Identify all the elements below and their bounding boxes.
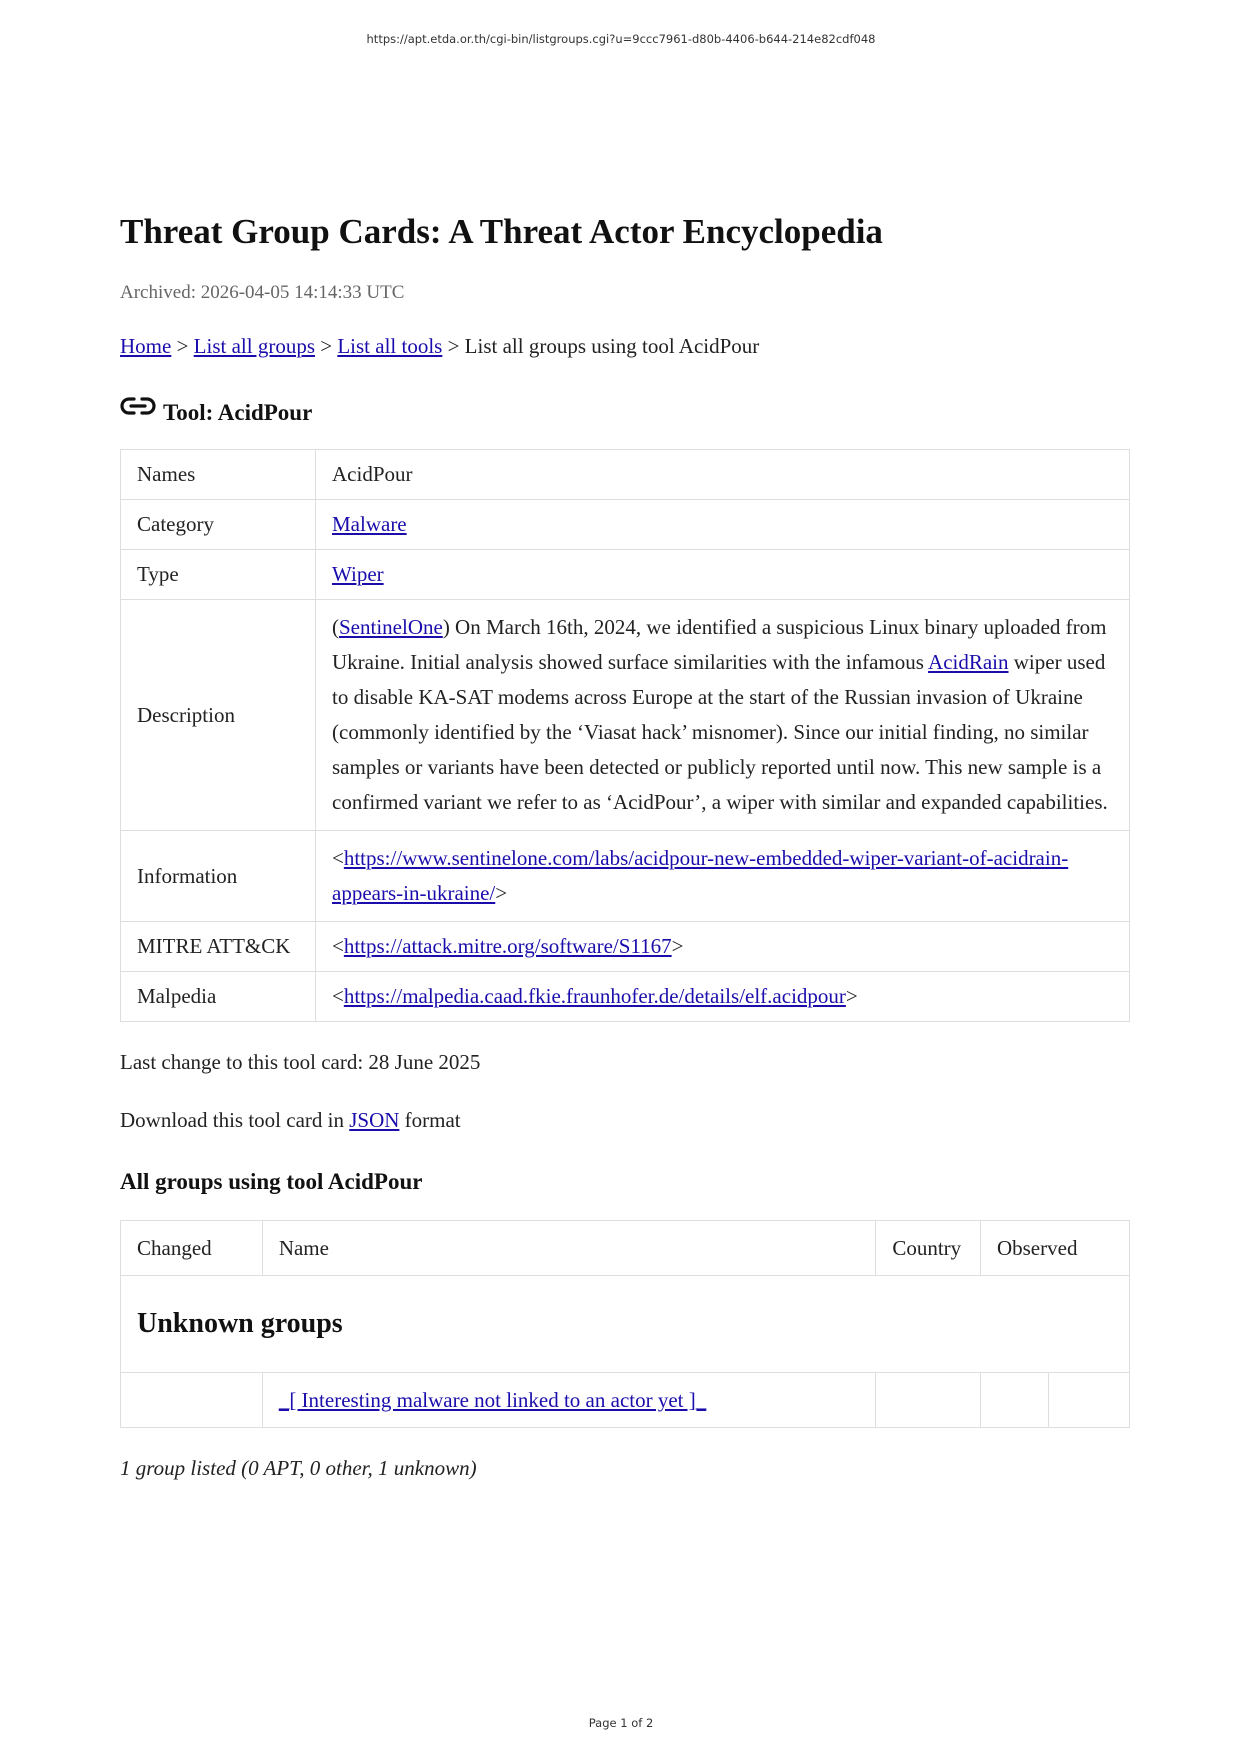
description-text: ) On March 16th, 2024, we identified a suspicious Linux binary uploaded from Ukraine. Initial analysis showed surface similarities with the infamous [332, 615, 1107, 674]
information-value: <https://www.sentinelone.com/labs/acidpour-new-embedded-wiper-variant-of-acidrain-appears-in-ukraine/> [316, 831, 1130, 922]
breadcrumb-current: > List all groups using tool AcidPour [442, 334, 760, 358]
page-url-header: https://apt.etda.or.th/cgi-bin/listgroups.cgi?u=9ccc7961-d80b-4406-b644-214e82cdf048 [366, 32, 876, 46]
malpedia-value: <https://malpedia.caad.fkie.fraunhofer.de/details/elf.acidpour> [316, 972, 1130, 1022]
link-icon [120, 394, 156, 418]
malpedia-link[interactable]: https://malpedia.caad.fkie.fraunhofer.de/details/elf.acidpour [343, 984, 846, 1008]
archived-timestamp: Archived: 2026-04-05 14:14:33 UTC [120, 282, 405, 303]
cell-country [876, 1373, 981, 1428]
groups-summary: 1 group listed (0 APT, 0 other, 1 unknown) [120, 1456, 477, 1480]
cell-name [262, 1373, 876, 1428]
breadcrumb-separator: > [315, 334, 338, 358]
mitre-value: <https://attack.mitre.org/software/S1167> [316, 922, 1130, 972]
table-row [121, 500, 1130, 550]
cell-observed [980, 1373, 1048, 1428]
page-number: Page 1 of 2 [588, 1716, 654, 1730]
column-header-name: Name [262, 1221, 876, 1276]
table-row [121, 450, 1130, 500]
json-download-link[interactable]: JSON [349, 1108, 400, 1132]
download-line: Download this tool card in JSON format [120, 1108, 461, 1132]
description-text: wiper used to disable KA-SAT modems across Europe at the start of the Russian invasion of Ukraine (commonly identified by the ‘Viasat hack’ misnomer). Since our initial finding, no similar samples or variants have been detected or publicly reported until now. This new sample is a confirmed variant we refer to as ‘AcidPour’, a wiper with similar and expanded capabilities. [332, 650, 1108, 814]
tool-info-table [120, 449, 1130, 1022]
cell-changed [121, 1373, 263, 1428]
acidrain-link[interactable]: AcidRain [928, 650, 1009, 674]
column-header-country: Country [876, 1221, 981, 1276]
breadcrumb-groups-link[interactable]: List all groups [193, 334, 315, 358]
table-row [121, 550, 1130, 600]
mitre-label: MITRE ATT&CK [121, 922, 316, 972]
tool-heading [120, 394, 1130, 428]
column-header-changed: Changed [121, 1221, 263, 1276]
information-link[interactable]: https://www.sentinelone.com/labs/acidpour-new-embedded-wiper-variant-of-acidrain-appears-in-ukraine/ [332, 846, 1069, 905]
column-header-observed: Observed [980, 1221, 1129, 1276]
table-row [121, 831, 1130, 922]
names-value: AcidPour [316, 450, 1130, 500]
description-value [316, 600, 1130, 831]
sentinelone-link[interactable]: SentinelOne [339, 615, 443, 639]
description-label: Description [121, 600, 316, 831]
tool-heading-text: Tool: AcidPour [163, 400, 313, 425]
breadcrumb [120, 332, 1130, 360]
mitre-link[interactable]: https://attack.mitre.org/software/S1167 [343, 934, 672, 958]
group-link[interactable]: _[ Interesting malware not linked to an actor yet ]_ [278, 1387, 707, 1412]
table-row [121, 972, 1130, 1022]
groups-heading: All groups using tool AcidPour [120, 1169, 423, 1194]
description-paren: ( [332, 615, 339, 639]
main-content [120, 210, 1130, 1482]
table-row [121, 922, 1130, 972]
section-row [121, 1276, 1130, 1373]
table-row [121, 600, 1130, 831]
names-label: Names [121, 450, 316, 500]
category-link[interactable]: Malware [332, 512, 407, 536]
breadcrumb-tools-link[interactable]: List all tools [337, 334, 443, 358]
page-title: Threat Group Cards: A Threat Actor Encyclopedia [120, 212, 883, 251]
last-change-text: Last change to this tool card: 28 June 2025 [120, 1050, 481, 1074]
information-label: Information [121, 831, 316, 922]
category-label: Category [121, 500, 316, 550]
unknown-groups-heading: Unknown groups [121, 1276, 1130, 1373]
cell-empty [1048, 1373, 1129, 1428]
malpedia-label: Malpedia [121, 972, 316, 1022]
table-row [121, 1373, 1130, 1428]
breadcrumb-home-link[interactable]: Home [120, 334, 172, 358]
groups-table [120, 1220, 1130, 1428]
type-label: Type [121, 550, 316, 600]
groups-header-row [121, 1221, 1130, 1276]
breadcrumb-separator: > [171, 334, 194, 358]
type-link[interactable]: Wiper [332, 562, 384, 586]
